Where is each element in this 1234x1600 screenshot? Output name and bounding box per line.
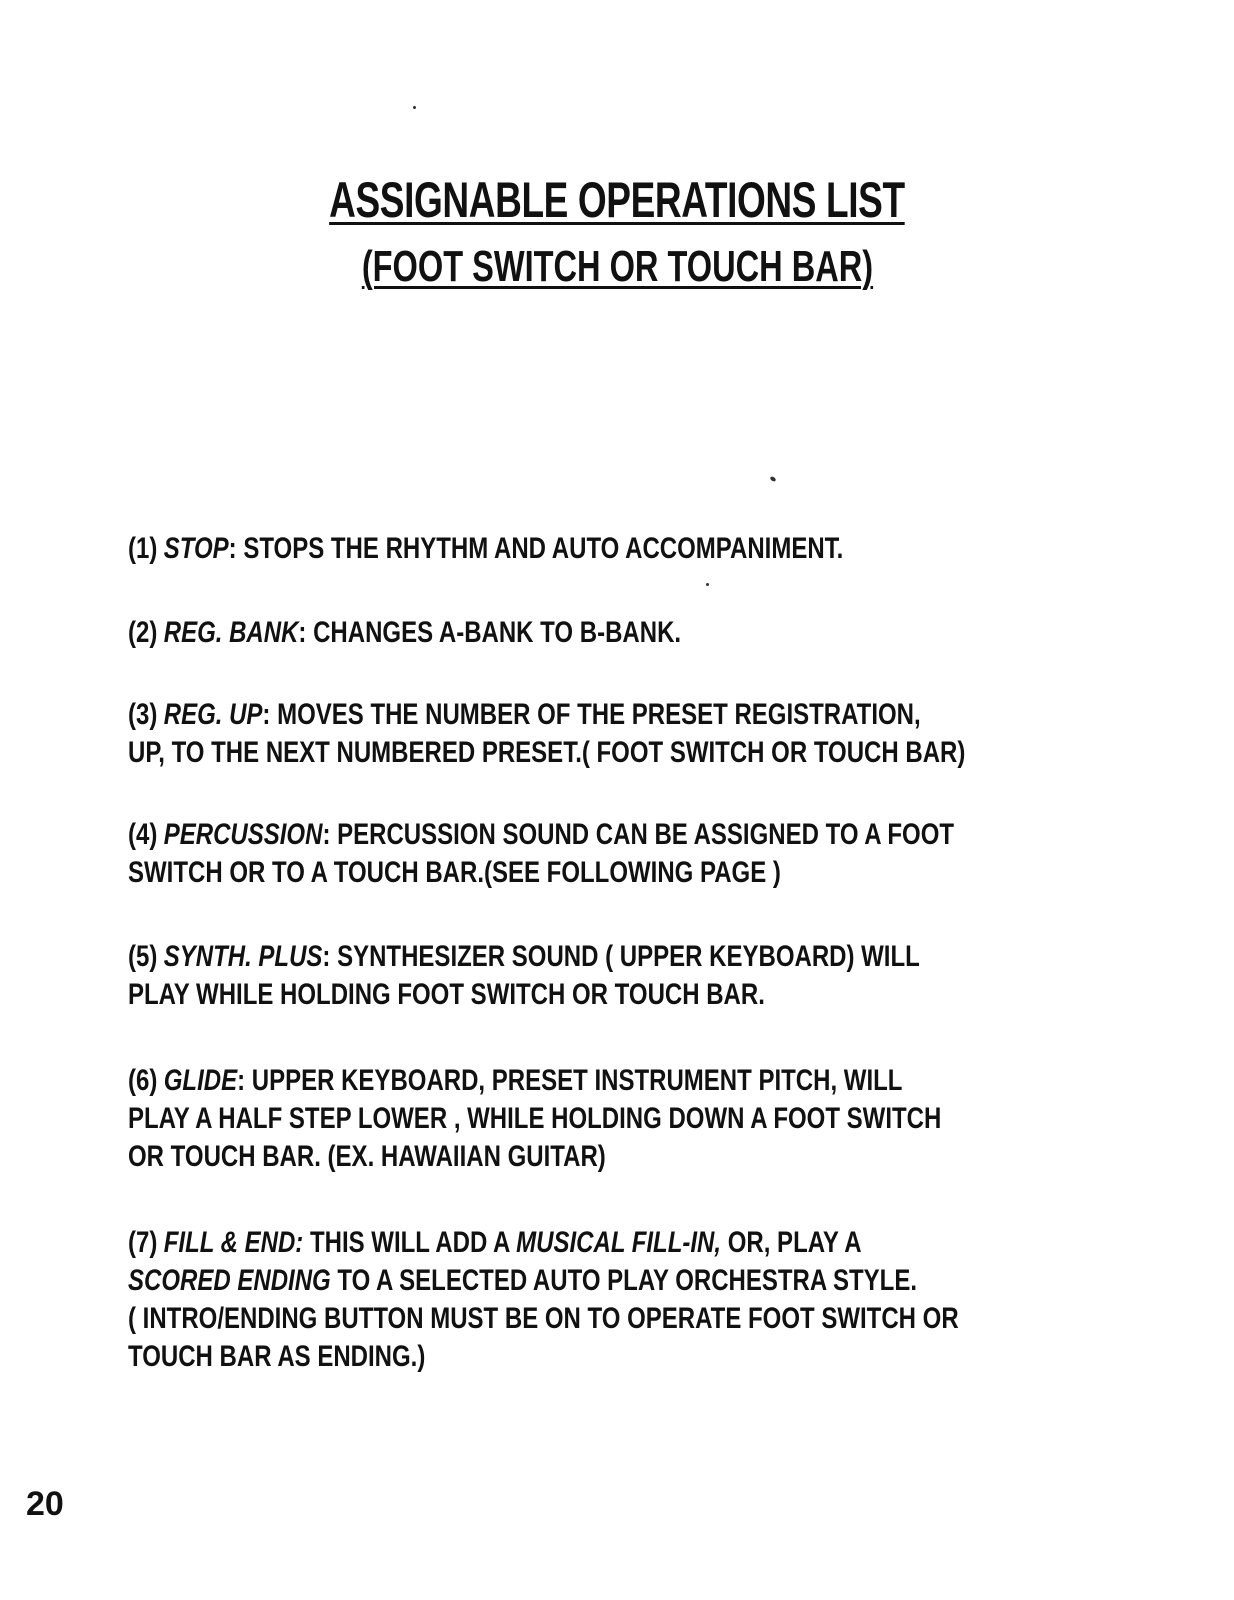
item-number: (3): [128, 698, 158, 731]
item-line: (1) STOP: STOPS THE RHYTHM AND AUTO ACCOMPANIMENT.: [128, 532, 844, 565]
item-line: PLAY WHILE HOLDING FOOT SWITCH OR TOUCH BAR.: [128, 978, 765, 1011]
item-line: TOUCH BAR AS ENDING.): [128, 1340, 426, 1373]
item-keyword: STOP: [163, 532, 229, 565]
item-line: (4) PERCUSSION: PERCUSSION SOUND CAN BE ASSIGNED TO A FOOT: [128, 818, 955, 851]
scan-speck: [413, 106, 416, 109]
item-keyword: FILL & END:: [163, 1226, 304, 1259]
item-text: THIS WILL ADD A: [309, 1226, 510, 1259]
item-number: (2): [128, 616, 158, 649]
item-keyword: SYNTH. PLUS: [163, 940, 323, 973]
list-item: [128, 938, 1128, 1014]
item-keyword-inline: SCORED ENDING: [128, 1264, 331, 1297]
item-line: (2) REG. BANK: CHANGES A-BANK TO B-BANK.: [128, 616, 682, 649]
item-keyword-inline: MUSICAL FILL-IN,: [516, 1226, 722, 1259]
item-number: (1): [128, 532, 158, 565]
item-line: ( INTRO/ENDING BUTTON MUST BE ON TO OPERATE FOOT SWITCH OR: [128, 1302, 959, 1335]
list-item: [128, 816, 1128, 892]
item-keyword: GLIDE: [163, 1064, 238, 1097]
list-item: [128, 1062, 1128, 1176]
item-text: STOPS THE RHYTHM AND AUTO ACCOMPANIMENT.: [243, 532, 844, 565]
item-line: (5) SYNTH. PLUS: SYNTHESIZER SOUND ( UPPER KEYBOARD) WILL: [128, 940, 920, 973]
item-text: MOVES THE NUMBER OF THE PRESET REGISTRATION,: [277, 698, 921, 731]
item-keyword: REG. UP: [163, 698, 263, 731]
item-line: (6) GLIDE: UPPER KEYBOARD, PRESET INSTRUMENT PITCH, WILL: [128, 1064, 903, 1097]
item-line: [128, 1262, 928, 1300]
item-line: [128, 1224, 928, 1262]
page-number: 20: [26, 1485, 64, 1523]
item-number: (4): [128, 818, 158, 851]
scan-speck: [769, 476, 776, 483]
item-number: (6): [128, 1064, 158, 1097]
list-item: [128, 614, 1128, 652]
scan-speck: [706, 583, 709, 586]
item-text: OR, PLAY A: [727, 1226, 862, 1259]
item-text: CHANGES A-BANK TO B-BANK.: [313, 616, 682, 649]
item-line: OR TOUCH BAR. (EX. HAWAIIAN GUITAR): [128, 1140, 606, 1173]
item-text: SYNTHESIZER SOUND ( UPPER KEYBOARD) WILL: [337, 940, 920, 973]
item-line: (3) REG. UP: MOVES THE NUMBER OF THE PRESET REGISTRATION,: [128, 698, 921, 731]
page-title: ASSIGNABLE OPERATIONS LIST: [329, 172, 905, 228]
item-keyword: PERCUSSION: [163, 818, 323, 851]
list-item: [128, 1224, 1128, 1376]
item-line: SWITCH OR TO A TOUCH BAR.(SEE FOLLOWING PAGE ): [128, 856, 781, 889]
item-line: UP, TO THE NEXT NUMBERED PRESET.( FOOT SWITCH OR TOUCH BAR): [128, 736, 966, 769]
item-keyword: REG. BANK: [163, 616, 299, 649]
page-subtitle: (FOOT SWITCH OR TOUCH BAR): [361, 242, 873, 291]
list-item: [128, 530, 1128, 568]
list-item: [128, 696, 1128, 772]
item-number: (7): [128, 1226, 158, 1259]
item-text: PERCUSSION SOUND CAN BE ASSIGNED TO A FOOT: [337, 818, 955, 851]
item-number: (5): [128, 940, 158, 973]
page-subtitle-wrap: [0, 242, 1234, 292]
item-text: TO A SELECTED AUTO PLAY ORCHESTRA STYLE.: [337, 1264, 917, 1297]
title-block: [0, 172, 1234, 292]
item-line: PLAY A HALF STEP LOWER , WHILE HOLDING DOWN A FOOT SWITCH: [128, 1102, 942, 1135]
item-text: UPPER KEYBOARD, PRESET INSTRUMENT PITCH, WILL: [251, 1064, 903, 1097]
